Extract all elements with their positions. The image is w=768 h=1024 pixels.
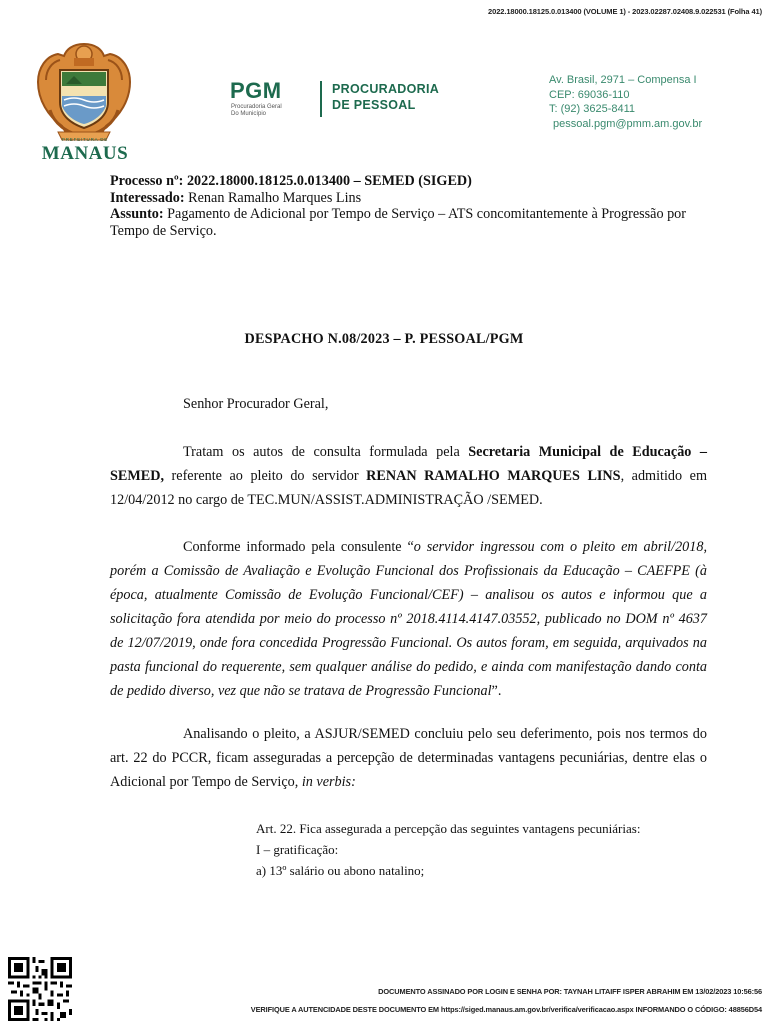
process-interested bbox=[110, 190, 710, 207]
contact-block bbox=[549, 73, 702, 131]
process-info bbox=[110, 173, 710, 239]
process-number-value: 2022.18000.18125.0.013400 – SEMED (SIGED) bbox=[186, 173, 472, 189]
pgm-full-line1: Procuradoria Geral bbox=[231, 104, 282, 110]
p2-text-c: ”. bbox=[491, 683, 502, 699]
contact-address: Av. Brasil, 2971 – Compensa I bbox=[549, 74, 697, 86]
pgm-full-name bbox=[231, 104, 321, 118]
process-number bbox=[110, 173, 710, 190]
page-reference: 2022.18000.18125.0.013400 (VOLUME 1) - 2023.02287.02408.9.022531 (Folha 41) bbox=[488, 7, 762, 16]
document-title: DESPACHO N.08/2023 – P. PESSOAL/PGM bbox=[244, 331, 524, 347]
footer-verify-notice: VERIFIQUE A AUTENCIDADE DESTE DOCUMENTO EM https://siged.manaus.am.gov.br/verifica/verificacao.aspx INFORMANDO O CÓDIGO: 48856D54 bbox=[250, 1005, 762, 1014]
dept-line1: PROCURADORIA bbox=[332, 82, 440, 96]
pgm-full-line2: Do Município bbox=[231, 111, 267, 117]
contact-cep: CEP: 69036-110 bbox=[549, 88, 630, 101]
process-number-label: Processo nº: bbox=[110, 173, 184, 189]
salutation: Senhor Procurador Geral, bbox=[183, 396, 329, 412]
department-name bbox=[332, 81, 482, 113]
p2-text-b: o servidor ingressou com o pleito em abril/2018, porém a Comissão de Avaliação e Evolução Funcional dos Profissionais da Educação – CAEFPE (à época, atualmente Comissão de Evolução Funcional/CEF) – analisou os autos e informou que a solicitação fora atendida por meio do processo nº 2018.4114.4147.03552, publicado no DOM nº 4637 de 12/07/2019, onde fora concedida Progressão Funcional. Os autos foram, em seguida, arquivados na pasta funcional do requerente, sem qualquer análise do pedido, e ainda com manifestação dando conta de pedido diverso, vez que não se tratava de Progressão Funcional bbox=[110, 539, 707, 699]
p2-text-a: Conforme informado pela consulente “ bbox=[183, 539, 414, 555]
p1-text-d: RENAN RAMALHO MARQUES LINS bbox=[366, 468, 621, 484]
paragraph-1 bbox=[110, 440, 707, 512]
quote-line-3: a) 13º salário ou abono natalino; bbox=[256, 863, 425, 878]
quote-line-1: Art. 22. Fica assegurada a percepção das seguintes vantagens pecuniárias: bbox=[256, 821, 641, 836]
quote-line-2: I – gratificação: bbox=[256, 842, 339, 857]
paragraph-3 bbox=[110, 722, 707, 794]
process-subject-label: Assunto: bbox=[110, 206, 164, 222]
p1-text-e: , admitido em 12/04/2012 no cargo de TEC.MUN/ASSIST.ADMINISTRAÇÃO /SEMED. bbox=[110, 468, 707, 508]
paragraph-2 bbox=[110, 535, 707, 703]
footer-signed-notice: DOCUMENTO ASSINADO POR LOGIN E SENHA POR: TAYNAH LITAIFF ISPER ABRAHIM EM 13/02/2023 10:56:56 bbox=[378, 987, 762, 996]
contact-email[interactable]: pessoal.pgm@pmm.am.gov.br bbox=[553, 117, 703, 130]
p1-text-b: Secretaria Municipal de Educação – SEMED, bbox=[110, 444, 707, 484]
pgm-divider bbox=[320, 81, 322, 117]
process-interested-label: Interessado: bbox=[110, 189, 185, 206]
process-subject-value: Pagamento de Adicional por Tempo de Serviço – ATS concomitantemente à Progressão por Tempo de Serviço. bbox=[110, 206, 687, 239]
process-subject bbox=[110, 206, 710, 239]
p1-text-a: Tratam os autos de consulta formulada pela bbox=[183, 444, 469, 460]
p3-text-b: in verbis: bbox=[301, 774, 356, 790]
crest-city-name: MANAUS bbox=[41, 143, 129, 164]
contact-phone: T: (92) 3625-8411 bbox=[549, 103, 636, 115]
p1-text-c: referente ao pleito do servidor bbox=[164, 468, 367, 484]
crest-prefeitura-label: PREFEITURA DE bbox=[61, 137, 109, 142]
legal-quote bbox=[256, 818, 707, 881]
qr-code bbox=[8, 957, 72, 1021]
dept-line2: DE PESSOAL bbox=[332, 98, 416, 112]
p3-text-a: Analisando o pleito, a ASJUR/SEMED concluiu pelo seu deferimento, pois nos termos do art. 22 do PCCR, ficam asseguradas a percepção de determinadas vantagens pecuniárias, dentre elas o Adicional por Tempo de Serviço, bbox=[110, 726, 707, 790]
pgm-acronym: PGM bbox=[230, 78, 282, 103]
process-interested-value: Renan Ramalho Marques Lins bbox=[188, 189, 362, 206]
